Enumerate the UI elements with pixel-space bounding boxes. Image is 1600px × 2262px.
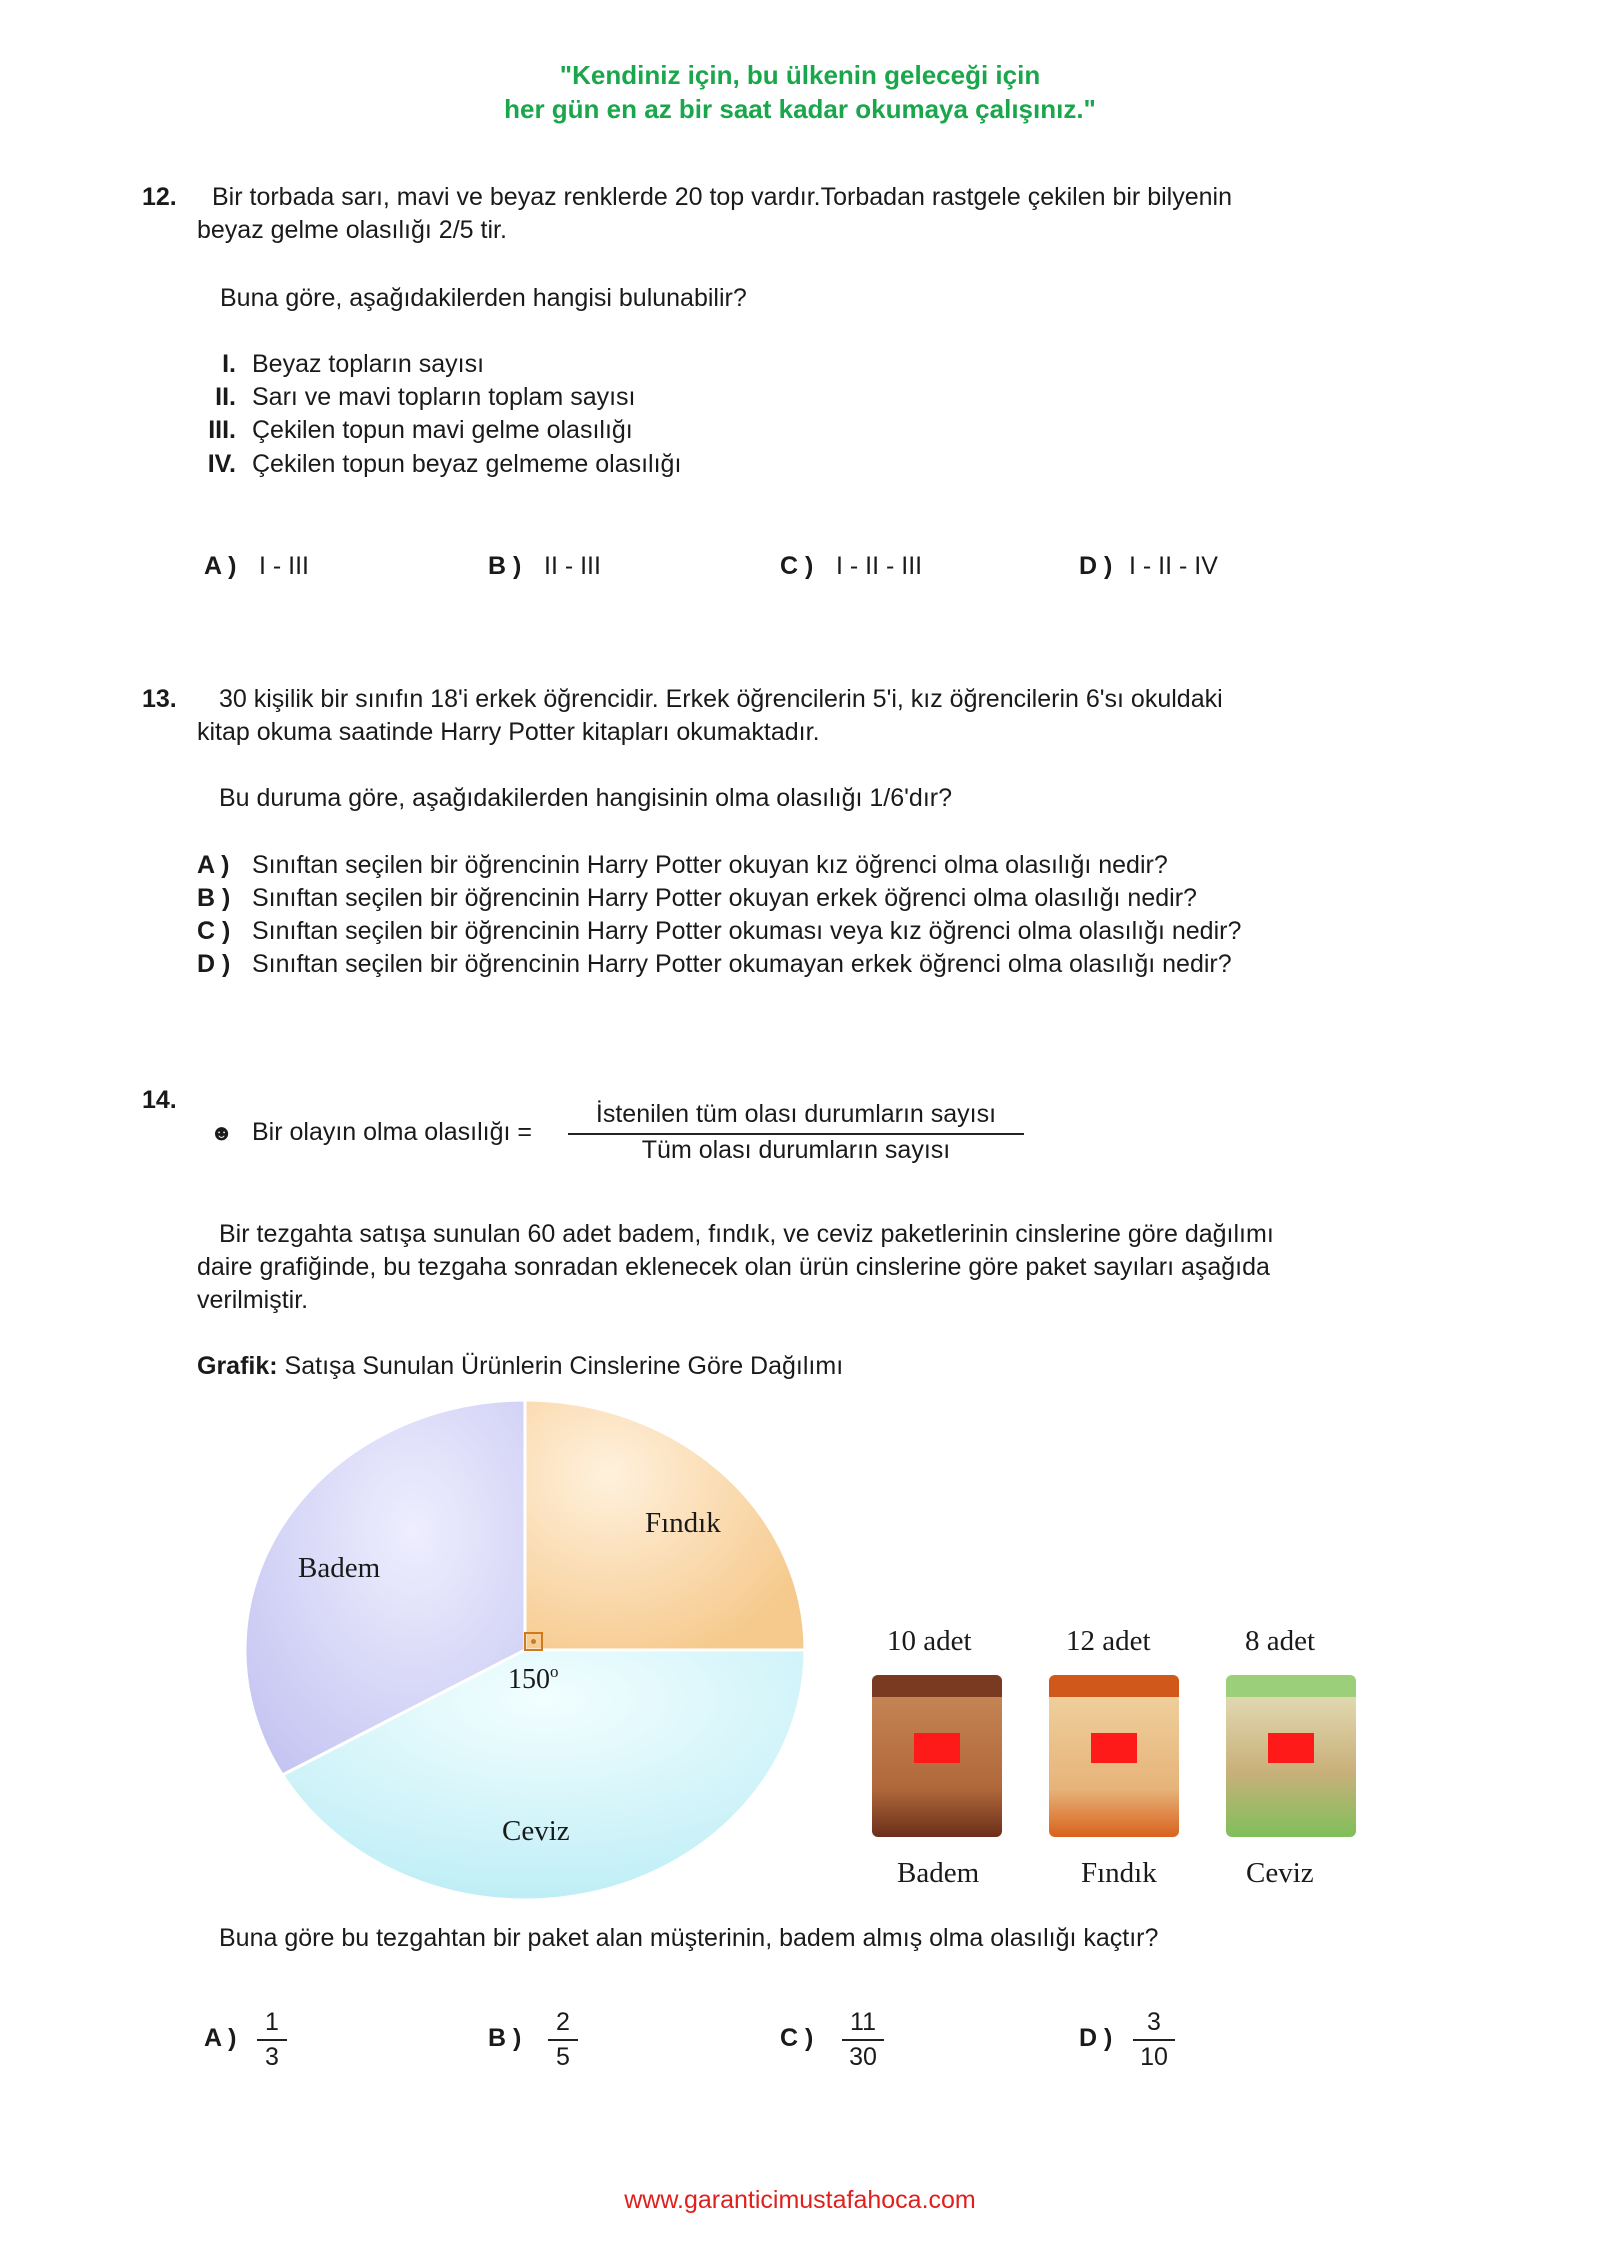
- question-prompt: Buna göre, aşağıdakilerden hangisi bulunabilir?: [220, 284, 747, 312]
- option-b[interactable]: Sınıftan seçilen bir öğrencinin Harry Potter okuyan erkek öğrenci olma olasılığı nedir?: [252, 884, 1197, 912]
- question-number: 14.: [142, 1086, 177, 1114]
- fraction-bar: [842, 2039, 884, 2041]
- option-letter-c: C ): [197, 917, 231, 945]
- package-name: Ceviz: [1246, 1857, 1314, 1889]
- question-text: beyaz gelme olasılığı 2/5 tir.: [197, 216, 507, 244]
- question-number: 13.: [142, 685, 177, 713]
- statement: Çekilen topun beyaz gelmeme olasılığı: [252, 450, 682, 478]
- fraction-bar: [257, 2039, 287, 2041]
- fraction-numerator: 3: [1147, 2008, 1161, 2036]
- statement: Beyaz topların sayısı: [252, 350, 485, 378]
- formula-bar: [568, 1133, 1024, 1135]
- option-letter-d: D ): [1079, 552, 1113, 580]
- option-d[interactable]: Sınıftan seçilen bir öğrencinin Harry Potter okumayan erkek öğrenci olma olasılığı nedir?: [252, 950, 1232, 978]
- package-name: Fındık: [1081, 1857, 1157, 1889]
- motto-line-2: her gün en az bir saat kadar okumaya çalışınız.": [504, 94, 1096, 124]
- smiley-bullet-icon: ☻: [210, 1120, 234, 1145]
- option-letter-c: C ): [780, 552, 814, 580]
- question-number: 12.: [142, 183, 177, 211]
- option-d[interactable]: [1133, 2008, 1175, 2072]
- option-c[interactable]: Sınıftan seçilen bir öğrencinin Harry Potter okuması veya kız öğrenci olma olasılığı nedir?: [252, 917, 1242, 945]
- roman-numeral: IV.: [207, 450, 236, 478]
- package-count: 8 adet: [1245, 1625, 1316, 1657]
- question-text: kitap okuma saatinde Harry Potter kitapları okumaktadır.: [197, 718, 820, 746]
- package-name: Badem: [897, 1857, 980, 1889]
- pie-label-findik: Fındık: [645, 1507, 721, 1539]
- question-text: Bir tezgahta satışa sunulan 60 adet badem, fındık, ve ceviz paketlerinin cinslerine göre dağılımı: [219, 1220, 1274, 1248]
- graph-title-prefix: Grafik:: [197, 1352, 278, 1380]
- motto-line-1: "Kendiniz için, bu ülkenin geleceği için: [559, 60, 1041, 90]
- fraction-denominator: 10: [1140, 2043, 1168, 2071]
- option-c[interactable]: I - II - III: [836, 552, 923, 580]
- option-letter-b: B ): [488, 552, 522, 580]
- roman-numeral: II.: [215, 383, 236, 411]
- option-d[interactable]: I - II - IV: [1129, 552, 1218, 580]
- option-b[interactable]: II - III: [544, 552, 601, 580]
- question-text: Bir torbada sarı, mavi ve beyaz renklerde 20 top vardır.Torbadan rastgele çekilen bir bilyenin: [212, 183, 1232, 211]
- fraction-bar: [1133, 2039, 1175, 2041]
- option-b[interactable]: [548, 2008, 578, 2072]
- formula-label: Bir olayın olma olasılığı =: [252, 1118, 532, 1146]
- footer-link[interactable]: www.garanticimustafahoca.com: [624, 2186, 976, 2214]
- graph-title: [197, 1352, 843, 1381]
- option-a[interactable]: Sınıftan seçilen bir öğrencinin Harry Potter okuyan kız öğrenci olma olasılığı nedir?: [252, 851, 1168, 879]
- package-count: 10 adet: [887, 1625, 972, 1657]
- package-count: 12 adet: [1066, 1625, 1151, 1657]
- formula-numerator: İstenilen tüm olası durumların sayısı: [595, 1100, 997, 1128]
- option-a[interactable]: [257, 2008, 287, 2072]
- question-prompt: Buna göre bu tezgahtan bir paket alan müşterinin, badem almış olma olasılığı kaçtır?: [219, 1924, 1159, 1952]
- pie-chart: [230, 1395, 830, 1915]
- option-letter-d: D ): [197, 950, 231, 978]
- almond-package-image: [872, 1675, 1002, 1837]
- formula-denominator: Tüm olası durumların sayısı: [641, 1136, 951, 1164]
- question-text: 30 kişilik bir sınıfın 18'i erkek öğrencidir. Erkek öğrencilerin 5'i, kız öğrencilerin 6'sı okuldaki: [219, 685, 1223, 713]
- statement: Çekilen topun mavi gelme olasılığı: [252, 416, 633, 444]
- fraction-denominator: 3: [265, 2043, 279, 2071]
- fraction-bar: [548, 2039, 578, 2041]
- fraction-denominator: 5: [556, 2043, 570, 2071]
- option-letter-b: B ): [488, 2024, 522, 2052]
- fraction-numerator: 1: [265, 2008, 279, 2036]
- hazelnut-package-image: [1049, 1675, 1179, 1837]
- roman-numeral: III.: [208, 416, 236, 444]
- option-letter-c: C ): [780, 2024, 814, 2052]
- graph-title-text: Satışa Sunulan Ürünlerin Cinslerine Göre Dağılımı: [284, 1352, 844, 1380]
- option-letter-d: D ): [1079, 2024, 1113, 2052]
- option-letter-a: A ): [204, 552, 237, 580]
- roman-numeral: I.: [222, 350, 236, 378]
- option-letter-a: A ): [204, 2024, 237, 2052]
- statement: Sarı ve mavi topların toplam sayısı: [252, 383, 636, 411]
- fraction-numerator: 11: [850, 2008, 876, 2036]
- pie-label-badem: Badem: [298, 1552, 381, 1584]
- fraction-numerator: 2: [556, 2008, 570, 2036]
- option-c[interactable]: [842, 2008, 884, 2072]
- question-prompt: Bu duruma göre, aşağıdakilerden hangisinin olma olasılığı 1/6'dır?: [219, 784, 952, 812]
- pie-angle-label: 150$^o$: [508, 1662, 559, 1695]
- question-text: verilmiştir.: [197, 1286, 309, 1314]
- question-text: daire grafiğinde, bu tezgaha sonradan eklenecek olan ürün cinslerine göre paket sayıları aşağıda: [197, 1253, 1270, 1281]
- option-a[interactable]: I - III: [259, 552, 309, 580]
- fraction-denominator: 30: [849, 2043, 877, 2071]
- option-letter-b: B ): [197, 884, 231, 912]
- walnut-package-image: [1226, 1675, 1356, 1837]
- pie-label-ceviz: Ceviz: [502, 1815, 570, 1847]
- option-letter-a: A ): [197, 851, 230, 879]
